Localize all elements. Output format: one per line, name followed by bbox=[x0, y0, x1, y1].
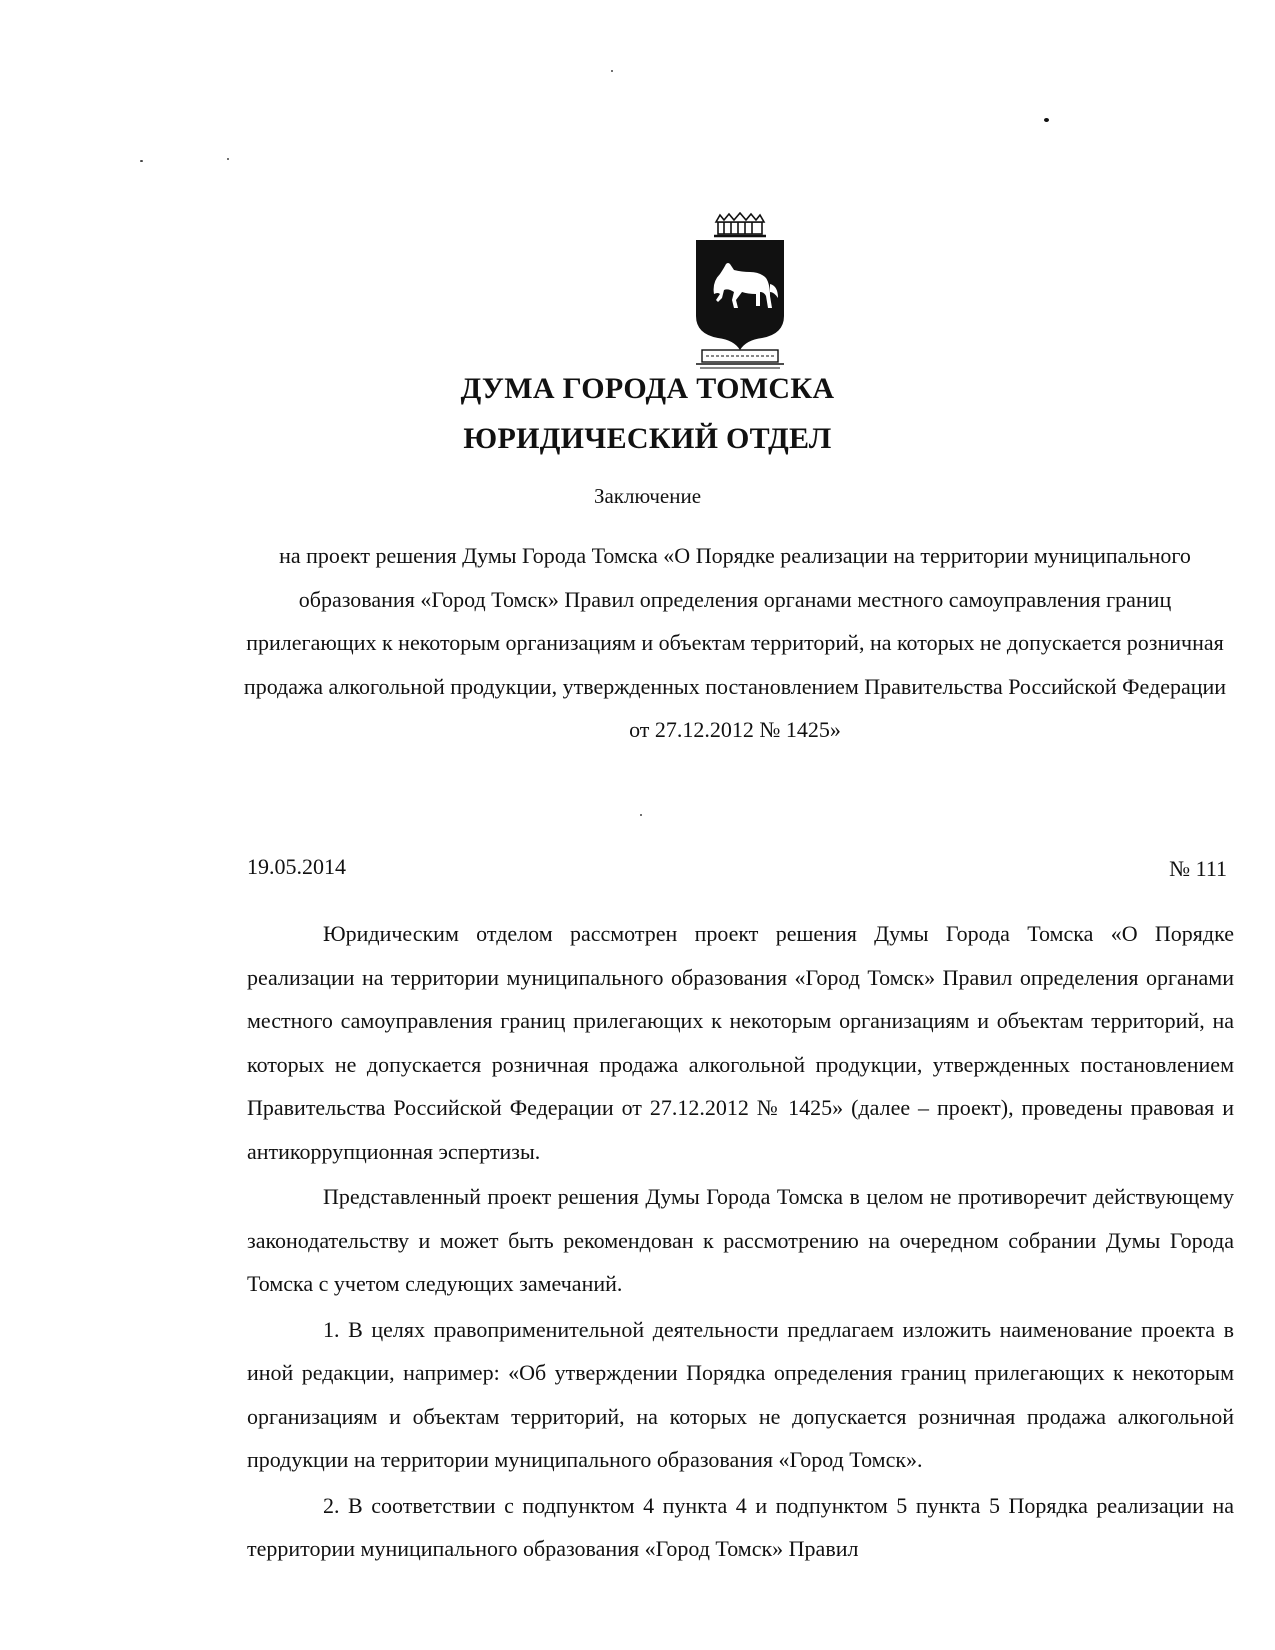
scan-speck bbox=[611, 70, 613, 72]
organization-name: ДУМА ГОРОДА ТОМСКА bbox=[460, 372, 835, 405]
scan-speck bbox=[1044, 118, 1049, 122]
document-date: 19.05.2014 bbox=[247, 854, 346, 879]
scan-speck bbox=[140, 160, 143, 162]
document-body bbox=[247, 912, 1234, 1573]
body-paragraph: Представленный проект решения Думы Города Томска в целом не противоречит действующему законодательству и может быть рекомендован к рассмотрению на очередном собрании Думы Города Томска с учетом следующих замечаний. bbox=[247, 1184, 1234, 1296]
body-paragraph: Юридическим отделом рассмотрен проект решения Думы Города Томска «О Порядке реализации на территории муниципального образования «Город Томск» Правил определения органами местного самоуправления границ прилегающих к некоторым организациям и объектам территорий, на которых не допускается розничная продажа алкогольной продукции, утвержденных постановлением Правительства Российской Федерации от 27.12.2012 № 1425» (далее – проект), проведены правовая и антикоррупционная эспертизы. bbox=[247, 921, 1234, 1164]
document-subject: на проект решения Думы Города Томска «О Порядке реализации на территории муниципального образования «Город Томск» Правил определения органами местного самоуправления границ прилегающих к некоторым организациям и объектам территорий, на которых не допускается розничная продажа алкогольной продукции, утвержденных постановлением Правительства Российской Федерации от 27.12.2012 № 1425» bbox=[243, 543, 1227, 742]
tomsk-coat-of-arms-icon bbox=[690, 212, 790, 370]
body-paragraph: 2. В соответствии с подпунктом 4 пункта 4 и подпунктом 5 пункта 5 Порядка реализации на территории муниципального образования «Город Томск» Правил bbox=[247, 1492, 1234, 1561]
scan-speck bbox=[227, 158, 229, 160]
department-name: ЮРИДИЧЕСКИЙ ОТДЕЛ bbox=[463, 422, 832, 455]
document-type: Заключение bbox=[593, 484, 702, 508]
body-paragraph: 1. В целях правоприменительной деятельности предлагаем изложить наименование проекта в иной редакции, например: «Об утверждении Порядка определения границ прилегающих к некоторым организациям и объектам территорий, на которых не допускается розничная продажа алкогольной продукции на территории муниципального образования «Город Томск». bbox=[247, 1316, 1234, 1472]
document-number: № 111 bbox=[1169, 856, 1227, 881]
scan-speck bbox=[640, 814, 642, 816]
